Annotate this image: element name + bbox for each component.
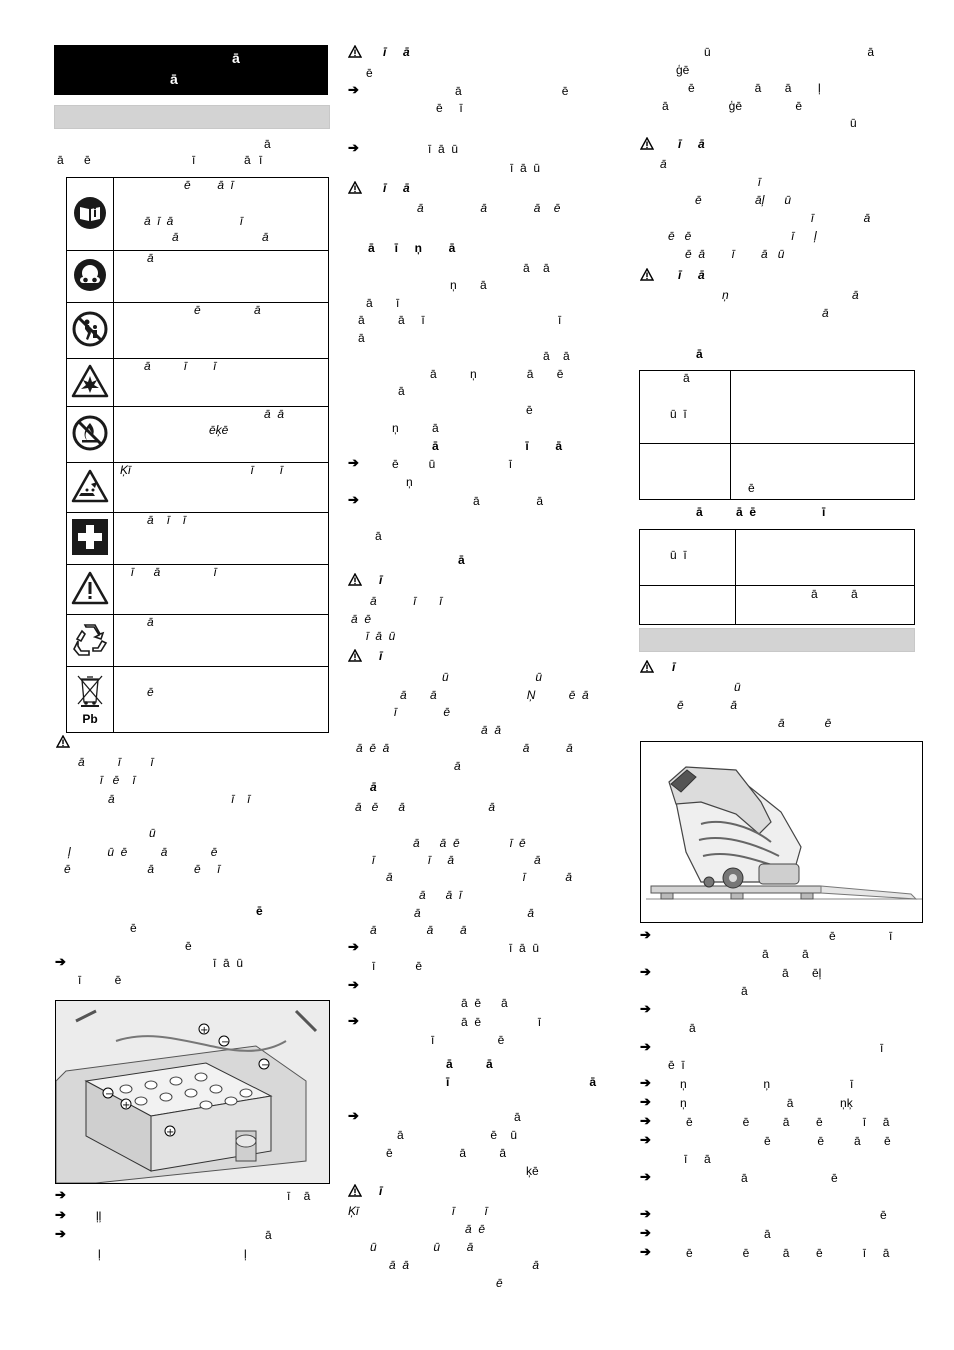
arrow-bullet-icon: ➔ (348, 492, 359, 507)
bin-pb-icon (73, 674, 107, 714)
step-text: ā (741, 984, 748, 998)
warning-text: ū ū (442, 670, 543, 684)
warning-text: ā ā Ņ ē ā (400, 688, 589, 702)
step-text: ā ē (741, 1171, 838, 1185)
bold-text: ā (370, 780, 377, 794)
arrow-bullet-icon: ➔ (640, 927, 651, 942)
symbol-text (114, 565, 329, 615)
step-text: ī ē (431, 1033, 505, 1047)
step-text: ņ ņ ī (680, 1077, 854, 1091)
warning-text: ī ī ā ā (372, 853, 541, 867)
section-header-bar (639, 628, 915, 652)
svg-text:−: − (261, 1060, 270, 1071)
warning-text: ī ē (394, 705, 451, 719)
intro-word: ā (244, 153, 251, 167)
step-text: ā ē (455, 84, 569, 98)
intro-word: ī (259, 153, 263, 167)
step-text: ī ā (684, 1152, 711, 1166)
symbol-text (114, 667, 329, 733)
arrow-bullet-icon: ➔ (640, 964, 651, 979)
section-heading: ā ē (736, 505, 757, 519)
warning-text: ā ē ā ā (355, 800, 496, 814)
body-text: ā ā (523, 261, 550, 275)
symbol-text (114, 463, 329, 513)
step-text: ā ē ū (397, 1128, 518, 1142)
bold-text: ā ā (446, 1057, 493, 1071)
symbol-text-line: Ķī ī ī (120, 463, 283, 477)
warning-text: ē (496, 1276, 503, 1290)
warning-text: ē ē ī ļ (668, 229, 817, 243)
arrow-bullet-icon: ➔ (640, 1169, 651, 1184)
bold-text: ī ā (446, 1075, 597, 1089)
section-header-bar (54, 105, 330, 129)
step-text: ē ē ā ē ī ā (686, 1246, 890, 1260)
section-heading: ā (696, 505, 703, 519)
step-text: ē (880, 1208, 887, 1222)
warning-text: ā (454, 759, 461, 773)
step-text: ā (764, 1227, 771, 1241)
step-text: ī ā ū (428, 142, 459, 156)
body-text: ā ģē ē (662, 99, 803, 113)
warning-text: ā ā ā ē (417, 201, 561, 215)
first-aid-icon (72, 519, 108, 555)
warning-icon (348, 45, 362, 58)
step-text: ļļ (96, 1209, 102, 1223)
warning-text: ē ā ī ā ū (685, 247, 785, 261)
body-text: ā (398, 384, 405, 398)
warning-text: ī ē ī (100, 773, 136, 787)
explosion-icon (71, 364, 109, 398)
arrow-bullet-icon: ➔ (348, 140, 359, 155)
symbol-text (114, 359, 329, 407)
warning-icon (71, 571, 109, 605)
pb-label: Pb (82, 712, 98, 726)
symbol-cell (67, 565, 114, 615)
warning-text: ī (758, 175, 761, 189)
warning-heading: ī ā (678, 268, 705, 282)
svg-text:−: − (221, 1037, 230, 1048)
symbol-text-line: ā ī ī (144, 359, 217, 373)
arrow-bullet-icon: ➔ (348, 82, 359, 97)
warning-icon (640, 137, 654, 150)
svg-text:+: + (200, 1025, 209, 1036)
warning-text: ā ē ā ā ā (356, 741, 573, 755)
warning-text: ā ī ī (370, 594, 443, 608)
arrow-bullet-icon: ➔ (640, 1113, 651, 1128)
step-text: ē ī (668, 1058, 685, 1072)
step-text: ā ā (762, 947, 809, 961)
symbol-text (114, 513, 329, 565)
machine-on-pallet-photo (640, 741, 923, 923)
symbol-cell (67, 178, 114, 251)
step-text: ā (514, 1110, 521, 1124)
step-text: ī ā ū (213, 956, 244, 970)
body-text: ē (526, 403, 533, 417)
arrow-bullet-icon: ➔ (640, 1132, 651, 1147)
step-text: ē ē ā ē ī ā (686, 1115, 890, 1129)
arrow-bullet-icon: ➔ (640, 1001, 651, 1016)
step-text: ļ ļ (98, 1247, 247, 1261)
symbol-text (114, 615, 329, 667)
step-text: ā ē ī (461, 1015, 542, 1029)
acid-icon (71, 469, 109, 503)
step-text: ā (689, 1021, 696, 1035)
step-text: ī ē (78, 973, 122, 987)
symbol-cell (67, 667, 114, 733)
warning-text: ā ī ā (386, 870, 573, 884)
arrow-bullet-icon: ➔ (55, 1207, 66, 1222)
intro-word: ē (84, 153, 91, 167)
warning-heading: ī (672, 660, 676, 674)
symbol-text (114, 407, 329, 463)
svg-text:+: + (166, 1127, 175, 1138)
symbol-text-line: ē ā (194, 303, 261, 317)
step-text: ī ā (287, 1189, 311, 1203)
body-text: ā ņ ā ē (430, 367, 564, 381)
warning-text: ū ū ā (370, 1240, 474, 1254)
step-text: ī ā ū (509, 941, 540, 955)
warning-icon (640, 268, 654, 281)
intro-word: ī (192, 153, 196, 167)
arrow-bullet-icon: ➔ (640, 1094, 651, 1109)
warning-text: ā ī ī (78, 755, 154, 769)
arrow-bullet-icon: ➔ (55, 1187, 66, 1202)
warning-text: ē ā ē ī (64, 862, 221, 876)
recycle-icon (71, 621, 109, 657)
warning-text: ē ā (677, 698, 738, 712)
warning-icon (348, 181, 362, 194)
arrow-bullet-icon: ➔ (640, 1225, 651, 1240)
no-fire-icon (72, 415, 108, 451)
step-text: ē ū ī (392, 457, 513, 471)
warning-heading: ī (379, 1184, 383, 1198)
symbol-text-line: ēķē (209, 423, 229, 437)
step-text: ē ī (436, 101, 463, 115)
warning-text: ī ā ū (366, 629, 396, 643)
svg-text:+: + (122, 1100, 131, 1111)
step-text: ā (265, 1228, 272, 1242)
symbol-cell (67, 303, 114, 359)
step-text: ņ ā ņķ (680, 1096, 853, 1110)
warning-text: ā ā (414, 906, 535, 920)
body-text: ņ ā (392, 421, 439, 435)
body-text: ē ā ā ļ (688, 81, 821, 95)
warning-text: ū (734, 680, 741, 694)
bold-text: ē (256, 904, 263, 918)
body-text: ā ā ī ī (358, 313, 562, 327)
bold-text: ā ī ņ ā (368, 241, 456, 255)
warning-text: ļ ū ē ā ē (68, 845, 218, 859)
scrubber-dryer-illustration (641, 742, 922, 922)
warning-heading: ī ā (383, 181, 410, 195)
battery-illustration (56, 1001, 329, 1183)
bold-text: ā (458, 553, 465, 567)
symbol-cell (67, 359, 114, 407)
step-text: ā ēļ (782, 966, 822, 980)
symbol-text-line: ā (147, 615, 154, 629)
no-children-icon (72, 311, 108, 347)
title-line-2: ā (170, 71, 178, 87)
arrow-bullet-icon: ➔ (348, 455, 359, 470)
body-text: ņ ā (450, 278, 487, 292)
body-text: ā (358, 331, 365, 345)
arrow-bullet-icon: ➔ (348, 977, 359, 992)
symbol-text-line: ī ā ī (131, 565, 217, 579)
info-table-2 (639, 529, 915, 625)
warning-icon (348, 1184, 362, 1197)
safety-symbols-table (66, 177, 329, 733)
symbol-text (114, 251, 329, 303)
symbol-text-line: ā ā (264, 407, 285, 421)
title-bar (54, 45, 328, 95)
step-text: ē ā ā (386, 1146, 507, 1160)
body-text: ē (185, 939, 192, 953)
table-cell: ē (748, 481, 755, 495)
symbol-cell (67, 463, 114, 513)
symbol-cell (67, 251, 114, 303)
step-text: ē ī (829, 929, 893, 943)
warning-text: ā ā (481, 723, 502, 737)
table-cell: ū ī (670, 548, 687, 562)
symbol-cell (67, 407, 114, 463)
warning-text: ī ā (811, 211, 871, 225)
warning-icon (348, 649, 362, 662)
svg-text:−: − (105, 1089, 114, 1100)
arrow-bullet-icon: ➔ (640, 1244, 651, 1259)
arrow-bullet-icon: ➔ (55, 1226, 66, 1241)
arrow-bullet-icon: ➔ (348, 939, 359, 954)
step-text: ī (880, 1041, 884, 1055)
arrow-bullet-icon: ➔ (55, 954, 66, 969)
warning-heading: ī ā (383, 45, 410, 59)
info-table-1 (639, 370, 915, 500)
body-text: ģē (676, 63, 690, 77)
warning-text: ā ē (351, 612, 372, 626)
warning-text: ū (149, 826, 156, 840)
step-text: ī ē (372, 959, 423, 973)
step-text: ņ (406, 475, 413, 489)
warning-text: ā (822, 306, 829, 320)
step-text: ā ā (473, 494, 544, 508)
warning-icon (348, 573, 362, 586)
symbol-text-line: ā ī ī (147, 513, 186, 527)
section-heading: ī (822, 505, 826, 519)
manual-icon (73, 196, 107, 230)
warning-icon (56, 735, 70, 748)
warning-heading: ī ā (678, 137, 705, 151)
table-cell: ā ā (811, 587, 858, 601)
warning-text: ā ā ē ī ē (413, 836, 526, 850)
step-text: ā ē ā (461, 996, 508, 1010)
section-heading: ā (696, 347, 703, 361)
body-text: ē (366, 66, 373, 80)
warning-text: ā ā ā (389, 1258, 540, 1272)
symbol-text (114, 178, 329, 251)
body-text: ā ā (543, 349, 570, 363)
bold-text: ā ī ā (432, 439, 563, 453)
warning-text: Ķī ī ī (348, 1204, 488, 1218)
body-text: ū (850, 116, 857, 130)
warning-text: ē āļ ū (695, 193, 792, 207)
warning-text: ā ī ī (108, 792, 251, 806)
symbol-text (114, 303, 329, 359)
arrow-bullet-icon: ➔ (640, 1075, 651, 1090)
warning-text: ā ē (778, 716, 832, 730)
symbol-text-line: ā (147, 251, 154, 265)
arrow-bullet-icon: ➔ (640, 1206, 651, 1221)
symbol-text-line: ē (147, 685, 154, 699)
symbol-text-line: ā ā (172, 230, 269, 244)
table-cell: ā (683, 371, 690, 385)
goggles-icon (73, 258, 107, 292)
intro-word: ā (57, 153, 64, 167)
warning-text: ā (660, 157, 667, 171)
warning-text: ā ē (465, 1222, 486, 1236)
step-text: ē ē ā ē (764, 1134, 891, 1148)
body-text: ā ī (366, 296, 400, 310)
table-cell: ū ī (670, 407, 687, 421)
title-line-1: ā (232, 50, 240, 66)
step-text: ī ā ū (510, 161, 541, 175)
symbol-cell (67, 513, 114, 565)
symbol-cell (67, 615, 114, 667)
step-text: ķē (526, 1164, 539, 1178)
battery-photo (55, 1000, 330, 1184)
warning-text: ņ ā (722, 288, 859, 302)
body-text: ē (130, 921, 137, 935)
warning-icon (640, 660, 654, 673)
symbol-text-line: ē ā ī (184, 178, 234, 192)
arrow-bullet-icon: ➔ (348, 1013, 359, 1028)
warning-heading: ī (379, 573, 383, 587)
warning-text: ā ā ī (419, 888, 462, 902)
warning-heading: ī (379, 649, 383, 663)
warning-text: ā ā ā (370, 923, 467, 937)
body-text: ā (375, 529, 382, 543)
arrow-bullet-icon: ➔ (348, 1108, 359, 1123)
arrow-bullet-icon: ➔ (640, 1039, 651, 1054)
symbol-text-line: ā ī ā ī (144, 214, 243, 228)
body-text: ū ā (704, 45, 875, 59)
intro-text: ā (264, 137, 271, 151)
